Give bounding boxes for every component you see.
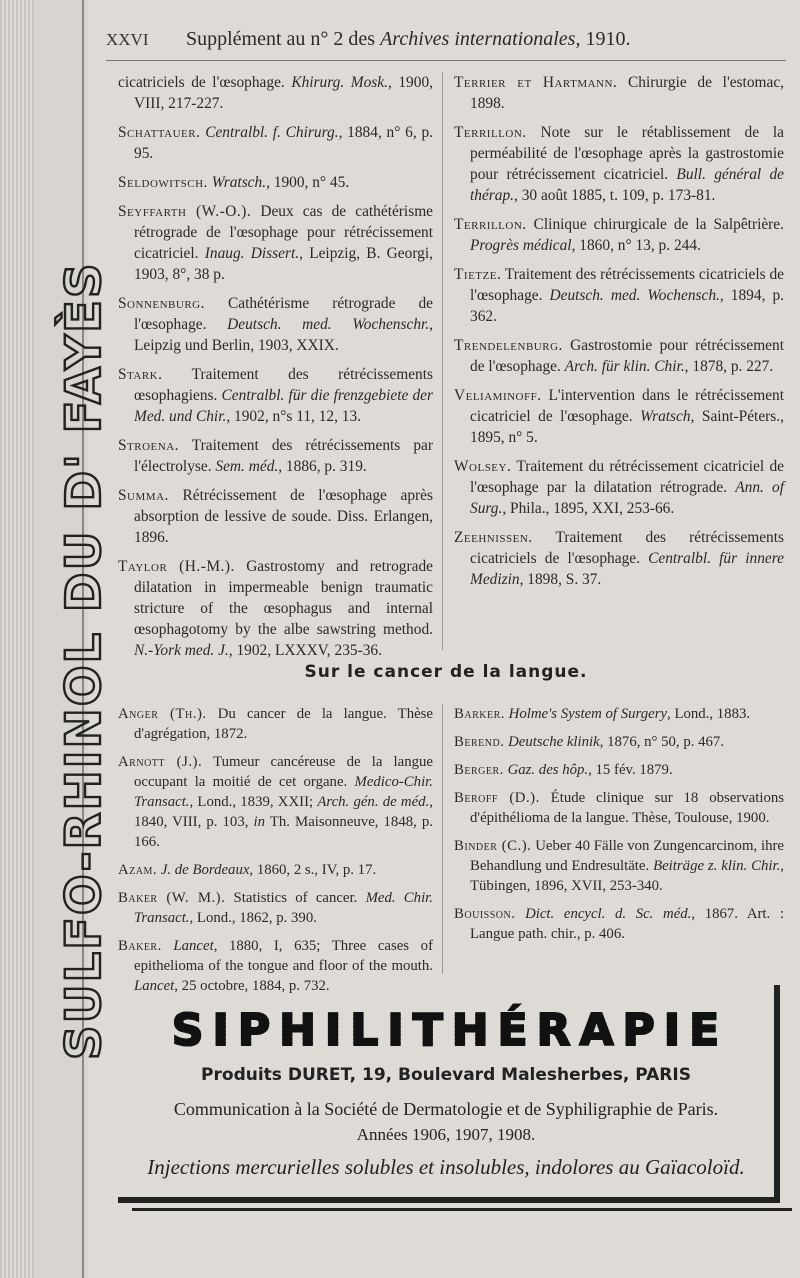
entry-author: Beroff (D.). (454, 790, 540, 806)
entry-text: Traitement des rétrécissements par l'électrolyse. (134, 437, 433, 475)
title-prefix: Supplément au n° 2 des (186, 28, 381, 50)
bibliography-entry (454, 788, 784, 828)
entry-source: Lancet (173, 938, 214, 954)
entry-text: Traitement des rétrécissements cicatriciels de l'œsophage. (470, 529, 784, 567)
entry-rest: , 1902, LXXXV, 235-36. (228, 642, 382, 659)
bibliography-left-column-bottom (118, 704, 433, 1004)
entry-author: Arnott (J.). (118, 754, 203, 770)
entry-source: J. de Bordeaux (160, 862, 250, 878)
entry-rest: , 30 août 1885, t. 109, p. 173-81. (514, 187, 716, 204)
bibliography-entry (454, 214, 784, 256)
entry-author: Barker. (454, 706, 505, 722)
bibliography-entry (454, 385, 784, 448)
entry-rest: Th. Maisonneuve, 1848, p. 166. (134, 814, 434, 850)
ad-brand-text: SIPHILITHÉRAPIE (171, 1005, 729, 1056)
entry-rest: , 1902, n°s 11, 12, 13. (226, 408, 362, 425)
entry-text: Clinique chirurgicale de la Salpêtrière. (526, 216, 784, 233)
entry-text: Traitement des rétrécissements cicatriciels de l'œsophage. (470, 266, 784, 304)
entry-rest: , Leipzig, B. Georgi, 1903, 8°, 38 p. (134, 245, 433, 283)
entry-author: Binder (C.). (454, 838, 532, 854)
entry-author: Terrillon. (454, 216, 527, 233)
bibliography-right-column-bottom (454, 704, 784, 952)
header-rule (106, 60, 786, 61)
entry-text: Note sur le rétablissement de la perméabilité de l'œsophage après la gastrostomie pour rétrécissement cicatriciel. (470, 124, 784, 183)
entry-source: Arch. gén. de méd. (317, 794, 430, 810)
entry-rest: , 15 fév. 1879. (588, 762, 673, 778)
bibliography-entry (454, 264, 784, 327)
bibliography-entry (118, 72, 433, 114)
entry-author: Anger (Th.). (118, 706, 207, 722)
entry-source: Gaz. des hôp. (507, 762, 589, 778)
entry-rest: , Tübingen, 1896, XVII, 253-340. (470, 858, 784, 894)
entry-source: in (253, 814, 266, 830)
entry-source: Medico-Chir. Transact. (134, 774, 433, 810)
running-title (186, 28, 630, 51)
page-number: XXVI (106, 30, 149, 49)
entry-author: Taylor (H.-M.). (118, 558, 235, 575)
entry-source: Deutsch. med. Wochensch. (549, 287, 720, 304)
side-band-text: SULFO-RHINOL DU D' FAYÈS (56, 261, 112, 1060)
entry-author: Baker (W. M.). (118, 890, 226, 906)
bibliography-entry (454, 904, 784, 944)
bibliography-entry (118, 172, 433, 193)
entry-rest: , 1840, VIII, p. 103, (134, 794, 433, 830)
entry-rest: , 1900, VIII, 217-227. (134, 74, 433, 112)
entry-source: Ann. of Surg. (470, 479, 784, 517)
entry-author: Baker. (118, 938, 162, 954)
entry-source: Wratsch (640, 408, 691, 425)
bibliography-entry (118, 435, 433, 477)
entry-text (162, 938, 174, 954)
bibliography-entry (454, 836, 784, 896)
column-divider-top (442, 72, 443, 650)
bibliography-entry (118, 556, 433, 661)
entry-text: Étude clinique sur 18 observations d'épithélioma de la langue. Thèse, Toulouse, 1900. (470, 790, 784, 826)
entry-source: Holme's System of Surgery (508, 706, 668, 722)
section-heading: Sur le cancer de la langue. (304, 662, 588, 682)
entry-rest: , 1860, 2 s., IV, p. 17. (249, 862, 377, 878)
title-suffix: , 1910. (575, 28, 631, 50)
entry-author: Seyffarth (W.-O.). (118, 203, 252, 220)
entry-text: Du cancer de la langue. Thèse d'agrégation, 1872. (134, 706, 433, 742)
entry-rest: , Lond., 1883. (667, 706, 751, 722)
entry-source: Wratsch. (211, 174, 267, 191)
entry-author: Stroena. (118, 437, 180, 454)
entry-rest: , 1886, p. 319. (278, 458, 367, 475)
entry-text: Chirurgie de l'estomac, 1898. (470, 74, 784, 112)
entry-source: Med. Chir. Transact. (134, 890, 433, 926)
entry-source: Centralbl. f. Chirurg. (205, 124, 339, 141)
bibliography-entry (454, 760, 784, 780)
entry-source: Centralbl. für die frenzgebiete der Med. und Chir. (134, 387, 433, 425)
bibliography-right-column-top (454, 72, 784, 598)
entry-rest: , 25 octobre, 1884, p. 732. (174, 978, 330, 994)
bibliography-entry (118, 364, 433, 427)
entry-text: Gastrostomy and retrograde dilatation in impermeable benign traumatic stricture of the œsophagus and internal œsophagotomy by the albe sawstring method. (134, 558, 433, 638)
entry-text (515, 906, 525, 922)
entry-source: Progrès médical (470, 237, 572, 254)
entry-rest: , Lond., 1839, XXII; (189, 794, 318, 810)
bibliography-entry (118, 122, 433, 164)
column-divider-bottom (442, 704, 443, 974)
entry-author: Terrillon. (454, 124, 527, 141)
entry-source: Deutsch. med. Wochenschr. (227, 316, 430, 333)
entry-author: Azam. (118, 862, 158, 878)
entry-rest: , Saint-Péters., 1895, n° 5. (470, 408, 784, 446)
entry-author: Bouisson. (454, 906, 516, 922)
ad-years-line: Années 1906, 1907, 1908. (356, 1125, 536, 1144)
entry-rest: , 1894, p. 362. (470, 287, 785, 325)
entry-source: Lancet (134, 978, 175, 994)
ad-bottom-rule (132, 1208, 792, 1211)
bibliography-entry (454, 122, 784, 206)
ad-brand-name (140, 1005, 760, 1056)
entry-rest: , 1900, n° 45. (266, 174, 350, 191)
entry-source: Bull. général de thérap. (470, 166, 784, 204)
entry-author: Tietze. (454, 266, 502, 283)
entry-text: Deux cas de cathétérisme rétrograde de l'œsophage pour rétrécissement cicatriciel. (134, 203, 433, 262)
bibliography-entry (118, 293, 433, 356)
entry-text: Rétrécissement de l'œsophage après absorption de lessive de soude. Diss. Erlangen, 1896. (134, 487, 433, 546)
bibliography-entry (118, 201, 433, 285)
entry-rest: , 1867. Art. : Langue path. chir., p. 406. (470, 906, 784, 942)
entry-author: Stark. (118, 366, 163, 383)
entry-text: Statistics of cancer. (225, 890, 366, 906)
bibliography-entry (454, 72, 784, 114)
ad-communication-line: Communication à la Société de Dermatologie et de Syphiligraphie de Paris. (173, 1099, 719, 1119)
side-band-stripes (0, 0, 34, 1278)
entry-rest: , 1878, p. 227. (684, 358, 774, 375)
side-advertising-band (0, 0, 112, 1278)
bibliography-entry (454, 732, 784, 752)
entry-rest: , 1898, S. 37. (519, 571, 602, 588)
entry-text: Gastrostomie pour rétrécissement de l'œsophage. (470, 337, 784, 375)
advertisement-box (118, 985, 780, 1203)
entry-author: Seldowitsch. (118, 174, 208, 191)
entry-source: Khirurg. Mosk. (291, 74, 388, 91)
entry-text: Traitement du rétrécissement cicatriciel de l'œsophage par la dilatation rétrograde. (470, 458, 784, 496)
entry-source: Deutsche klinik (508, 734, 600, 750)
entry-text: Cathétérisme rétrograde de l'œsophage. (134, 295, 433, 333)
entry-source: N.-York med. J. (134, 642, 229, 659)
bibliography-entry (454, 335, 784, 377)
bibliography-entry (454, 456, 784, 519)
entry-author: Summa. (118, 487, 169, 504)
entry-author: Trendelenburg. (454, 337, 563, 354)
entry-rest: , Phila., 1895, XXI, 253-66. (502, 500, 675, 517)
bibliography-left-column-top (118, 72, 433, 669)
ad-products-line: Produits DURET, 19, Boulevard Malesherbes, PARIS (201, 1065, 691, 1085)
entry-author: Berger. (454, 762, 504, 778)
ad-injections-line: Injections mercurielles solubles et insolubles, indolores au Gaïacoloïd. (147, 1155, 745, 1179)
page-header (106, 28, 786, 62)
bibliography-entry (118, 485, 433, 548)
bibliography-entry (118, 860, 433, 880)
bibliography-entry (454, 527, 784, 590)
entry-rest: , 1860, n° 13, p. 244. (571, 237, 701, 254)
entry-author: Terrier et Hartmann. (454, 74, 618, 91)
entry-source: Inaug. Dissert. (204, 245, 300, 262)
entry-rest: , 1876, n° 50, p. 467. (599, 734, 725, 750)
entry-text: cicatriciels de l'œsophage. (118, 74, 292, 91)
entry-author: Veliaminoff. (454, 387, 542, 404)
entry-text: Ueber 40 Fälle von Zungencarcinom, ihre Behandlung und Endresultäte. (470, 838, 784, 874)
entry-author: Zeehnissen. (454, 529, 533, 546)
entry-rest: , Leipzig und Berlin, 1903, XXIX. (134, 316, 433, 354)
bibliography-entry (454, 704, 784, 724)
entry-rest: , 1884, n° 6, p. 95. (134, 124, 433, 162)
entry-text: Tumeur cancéreuse de la langue occupant la moitié de cet organe. (134, 754, 433, 790)
entry-text: Traitement des rétrécissements œsophagiens. (134, 366, 433, 404)
entry-author: Sonnenburg. (118, 295, 205, 312)
entry-source: Beiträge z. klin. Chir. (653, 858, 781, 874)
entry-author: Schattauer. (118, 124, 201, 141)
entry-source: Sem. méd. (215, 458, 279, 475)
entry-text: L'intervention dans le rétrécissement cicatriciel de l'œsophage. (470, 387, 784, 425)
title-journal: Archives internationales (380, 28, 576, 50)
entry-author: Berend. (454, 734, 505, 750)
bibliography-entry (118, 888, 433, 928)
entry-rest: , Lond., 1862, p. 390. (189, 910, 317, 926)
bibliography-entry (118, 752, 433, 852)
entry-rest: , 1880, I, 635; Three cases of epithelioma of the tongue and floor of the mouth. (134, 938, 433, 974)
entry-source: Dict. encycl. d. Sc. méd. (525, 906, 692, 922)
entry-source: Centralbl. für innere Medizin (470, 550, 784, 588)
bibliography-entry (118, 704, 433, 744)
entry-source: Arch. für klin. Chir. (564, 358, 685, 375)
entry-author: Wolsey. (454, 458, 512, 475)
